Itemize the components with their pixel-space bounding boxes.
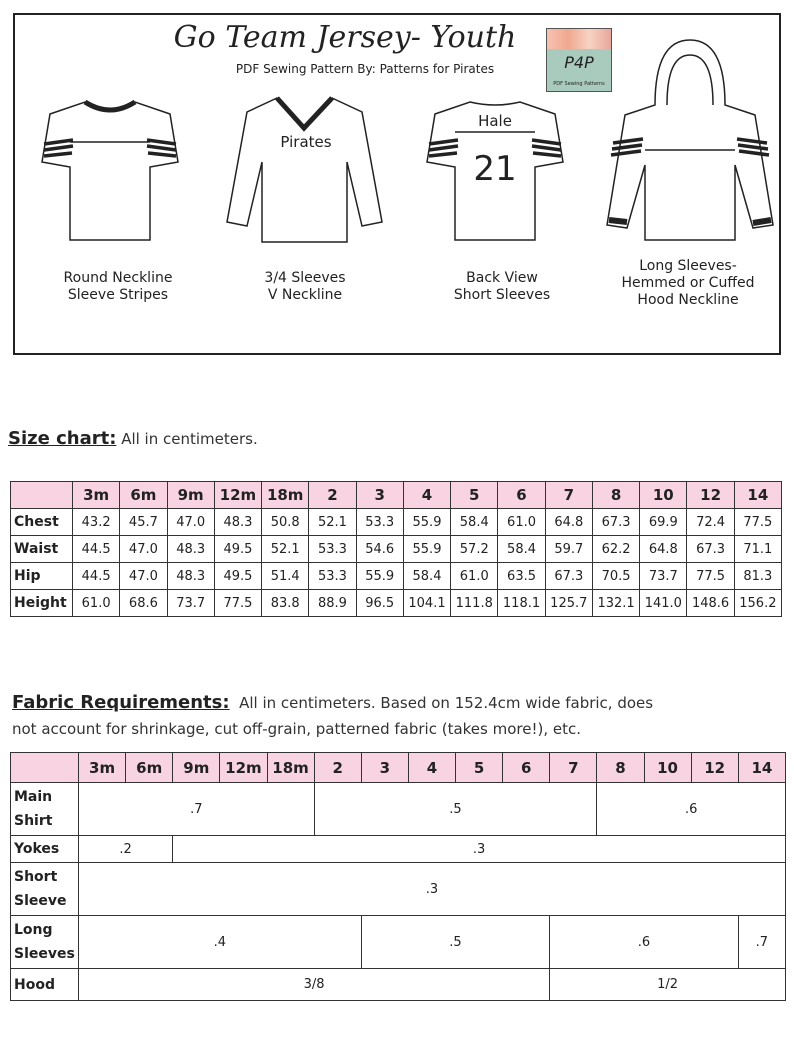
measurement-cell: 73.7 — [167, 590, 214, 617]
fabric-amount-cell: 3/8 — [79, 969, 550, 1001]
measurement-cell: 58.4 — [403, 563, 450, 590]
measurement-cell: 156.2 — [734, 590, 781, 617]
view-caption-1: Round Neckline Sleeve Stripes — [63, 270, 173, 303]
size-header-row — [11, 482, 782, 509]
measurement-cell: 59.7 — [545, 536, 592, 563]
fabric-header-row — [11, 753, 786, 783]
size-chart-heading: Size chart: All in centimeters. — [8, 428, 258, 449]
shirt-front-text: Pirates — [280, 133, 332, 151]
size-header: 6 — [498, 482, 545, 509]
measurement-cell: 48.3 — [167, 563, 214, 590]
size-header: 8 — [592, 482, 639, 509]
table-row — [11, 836, 786, 863]
size-header: 14 — [734, 482, 781, 509]
measurement-cell: 44.5 — [73, 536, 120, 563]
size-header: 9m — [173, 753, 220, 783]
fabric-requirements-table — [10, 752, 786, 1001]
row-label: Height — [11, 590, 73, 617]
size-header: 6m — [126, 753, 173, 783]
measurement-cell: 44.5 — [73, 563, 120, 590]
measurement-cell: 53.3 — [309, 536, 356, 563]
row-label: Short Sleeve — [11, 863, 79, 916]
measurement-cell: 83.8 — [262, 590, 309, 617]
fabric-amount-cell: .5 — [361, 916, 550, 969]
measurement-cell: 55.9 — [356, 563, 403, 590]
measurement-cell: 53.3 — [309, 563, 356, 590]
measurement-cell: 47.0 — [167, 509, 214, 536]
table-row — [11, 536, 782, 563]
size-header: 4 — [403, 482, 450, 509]
size-header: 10 — [644, 753, 691, 783]
measurement-cell: 96.5 — [356, 590, 403, 617]
measurement-cell: 52.1 — [262, 536, 309, 563]
measurement-cell: 68.6 — [120, 590, 167, 617]
size-header: 12m — [214, 482, 261, 509]
size-header: 2 — [314, 753, 361, 783]
fabric-amount-cell: .6 — [550, 916, 739, 969]
table-row — [11, 916, 786, 969]
measurement-cell: 141.0 — [640, 590, 687, 617]
measurement-cell: 67.3 — [545, 563, 592, 590]
size-header: 12 — [691, 753, 738, 783]
fabric-amount-cell: .2 — [79, 836, 173, 863]
measurement-cell: 52.1 — [309, 509, 356, 536]
shirt-back-number: 21 — [473, 149, 517, 189]
measurement-cell: 62.2 — [592, 536, 639, 563]
fabric-heading: Fabric Requirements: All in centimeters. Based on 152.4cm wide fabric, does not account for shrinkage, cut off-grain, patterned fabric (takes more!), etc. — [12, 692, 654, 738]
measurement-cell: 72.4 — [687, 509, 734, 536]
hooded-long-sleeve-illustration — [605, 35, 775, 245]
pattern-subtitle: PDF Sewing Pattern By: Patterns for Pirates — [235, 62, 495, 76]
measurement-cell: 53.3 — [356, 509, 403, 536]
shirt-back-name: Hale — [478, 112, 512, 130]
measurement-cell: 77.5 — [687, 563, 734, 590]
measurement-cell: 49.5 — [214, 563, 261, 590]
fabric-amount-cell: .3 — [79, 863, 786, 916]
row-label: Hip — [11, 563, 73, 590]
size-header: 12m — [220, 753, 267, 783]
size-header: 3 — [361, 753, 408, 783]
measurement-cell: 67.3 — [687, 536, 734, 563]
measurement-cell: 50.8 — [262, 509, 309, 536]
back-view-shirt-illustration — [425, 92, 565, 252]
measurement-cell: 125.7 — [545, 590, 592, 617]
size-header: 18m — [267, 753, 314, 783]
measurement-cell: 71.1 — [734, 536, 781, 563]
measurement-cell: 61.0 — [451, 563, 498, 590]
size-header: 5 — [456, 753, 503, 783]
table-row — [11, 563, 782, 590]
v-neck-shirt-illustration — [222, 92, 387, 252]
measurement-cell: 47.0 — [120, 563, 167, 590]
measurement-cell: 58.4 — [451, 509, 498, 536]
size-header: 3m — [79, 753, 126, 783]
fabric-amount-cell: .3 — [173, 836, 786, 863]
measurement-cell: 73.7 — [640, 563, 687, 590]
measurement-cell: 49.5 — [214, 536, 261, 563]
row-label: Chest — [11, 509, 73, 536]
size-header: 7 — [550, 753, 597, 783]
measurement-cell: 67.3 — [592, 509, 639, 536]
measurement-cell: 77.5 — [734, 509, 781, 536]
size-header: 8 — [597, 753, 644, 783]
size-header: 9m — [167, 482, 214, 509]
view-caption-3: Back View Short Sleeves — [453, 270, 551, 303]
table-row — [11, 783, 786, 836]
measurement-cell: 61.0 — [498, 509, 545, 536]
size-header: 2 — [309, 482, 356, 509]
size-header: 18m — [262, 482, 309, 509]
measurement-cell: 104.1 — [403, 590, 450, 617]
measurement-cell: 132.1 — [592, 590, 639, 617]
measurement-cell: 48.3 — [214, 509, 261, 536]
fabric-amount-cell: .7 — [79, 783, 315, 836]
size-header: 12 — [687, 482, 734, 509]
measurement-cell: 88.9 — [309, 590, 356, 617]
size-header: 3m — [73, 482, 120, 509]
row-label: Hood — [11, 969, 79, 1001]
measurement-cell: 77.5 — [214, 590, 261, 617]
row-label: Long Sleeves — [11, 916, 79, 969]
row-label: Yokes — [11, 836, 79, 863]
measurement-cell: 63.5 — [498, 563, 545, 590]
measurement-cell: 69.9 — [640, 509, 687, 536]
measurement-cell: 47.0 — [120, 536, 167, 563]
measurement-cell: 57.2 — [451, 536, 498, 563]
measurement-cell: 55.9 — [403, 509, 450, 536]
size-header: 5 — [451, 482, 498, 509]
fabric-amount-cell: 1/2 — [550, 969, 786, 1001]
size-header: 14 — [738, 753, 785, 783]
view-caption-2: 3/4 Sleeves V Neckline — [264, 270, 346, 303]
fabric-amount-cell: .4 — [79, 916, 362, 969]
size-header: 6 — [503, 753, 550, 783]
measurement-cell: 64.8 — [545, 509, 592, 536]
size-header: 7 — [545, 482, 592, 509]
table-row — [11, 590, 782, 617]
measurement-cell: 58.4 — [498, 536, 545, 563]
size-header: 3 — [356, 482, 403, 509]
measurement-cell: 51.4 — [262, 563, 309, 590]
round-neck-shirt-illustration — [40, 92, 180, 252]
measurement-cell: 61.0 — [73, 590, 120, 617]
measurement-cell: 43.2 — [73, 509, 120, 536]
measurement-cell: 55.9 — [403, 536, 450, 563]
measurement-cell: 81.3 — [734, 563, 781, 590]
table-row — [11, 863, 786, 916]
brand-logo: P4P PDF Sewing Patterns — [546, 28, 612, 92]
measurement-cell: 118.1 — [498, 590, 545, 617]
measurement-cell: 54.6 — [356, 536, 403, 563]
measurement-cell: 64.8 — [640, 536, 687, 563]
fabric-amount-cell: .5 — [314, 783, 597, 836]
row-label: Main Shirt — [11, 783, 79, 836]
pattern-title: Go Team Jersey- Youth — [173, 20, 517, 55]
fabric-amount-cell: .7 — [738, 916, 785, 969]
measurement-cell: 148.6 — [687, 590, 734, 617]
table-row — [11, 509, 782, 536]
size-header: 6m — [120, 482, 167, 509]
view-caption-4: Long Sleeves- Hemmed or Cuffed Hood Neckline — [621, 258, 755, 308]
table-row — [11, 969, 786, 1001]
row-label: Waist — [11, 536, 73, 563]
size-chart-table — [10, 481, 782, 617]
size-header: 10 — [640, 482, 687, 509]
fabric-amount-cell: .6 — [597, 783, 786, 836]
measurement-cell: 48.3 — [167, 536, 214, 563]
size-header: 4 — [408, 753, 455, 783]
measurement-cell: 70.5 — [592, 563, 639, 590]
measurement-cell: 45.7 — [120, 509, 167, 536]
measurement-cell: 111.8 — [451, 590, 498, 617]
